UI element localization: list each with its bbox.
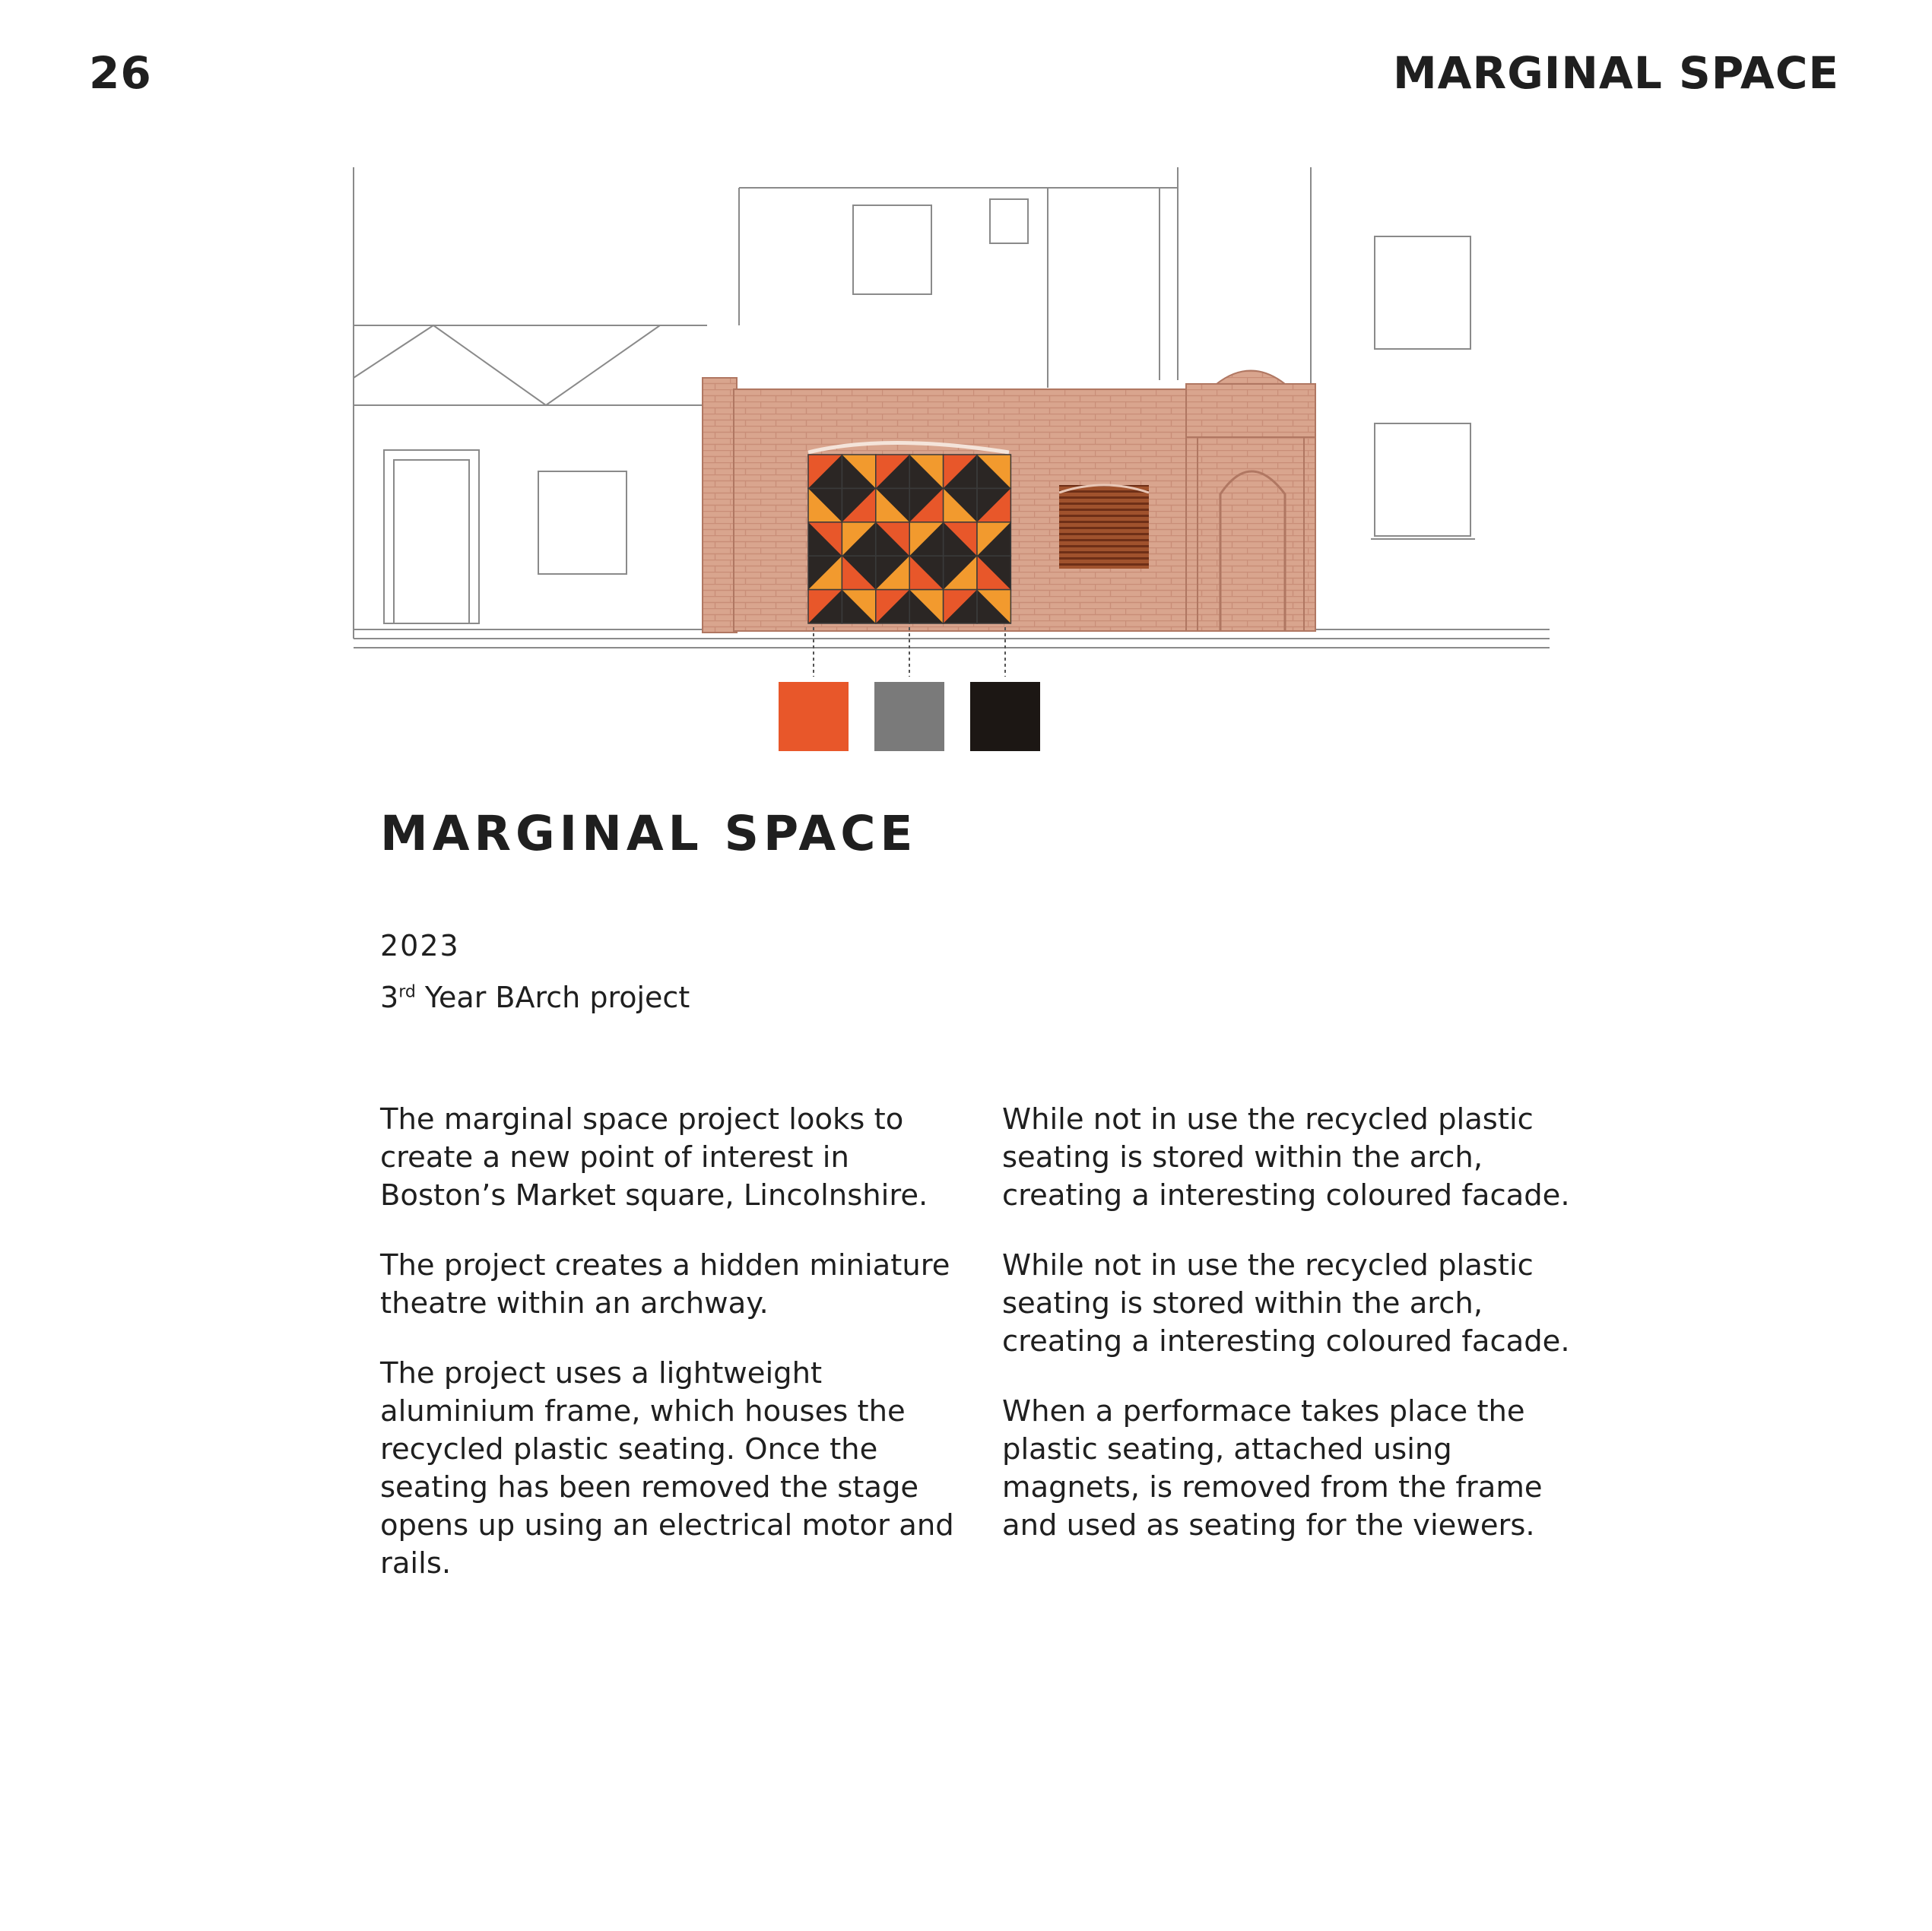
upper-window-large <box>853 205 931 294</box>
page-number: 26 <box>89 47 152 99</box>
left-window <box>538 471 627 574</box>
swatch-leaders <box>814 627 1005 677</box>
right-window-lower <box>1375 423 1470 536</box>
project-type-text: Year BArch project <box>415 981 690 1014</box>
left-door <box>384 450 479 623</box>
paragraph: The project creates a hidden miniature theatre within an archway. <box>380 1248 950 1321</box>
louvred-window <box>1059 485 1149 569</box>
text-column-right <box>1002 1101 1580 1577</box>
right-window-upper <box>1375 236 1470 349</box>
swatch-orange <box>779 682 849 751</box>
paragraph: The marginal space project looks to create a new point of interest in Boston’s Market square, Lincolnshire. <box>380 1102 928 1213</box>
paragraph: When a performace takes place the plastic seating, attached using magnets, is removed from the frame and used as seating for the viewers. <box>1002 1394 1543 1543</box>
project-title: MARGINAL SPACE <box>380 806 918 861</box>
paragraph: While not in use the recycled plastic seating is stored within the arch, creating a interesting coloured facade. <box>1002 1102 1570 1213</box>
swatch-black <box>970 682 1040 751</box>
project-type <box>380 981 690 1014</box>
project-year: 2023 <box>380 929 460 962</box>
paragraph: The project uses a lightweight aluminium frame, which houses the recycled plastic seating. Once the seating has been removed the stage opens up using an electrical motor and rails. <box>380 1356 954 1581</box>
project-type-suffix: rd <box>398 982 416 1002</box>
tile-grid <box>808 455 1010 623</box>
paragraph: While not in use the recycled plastic seating is stored within the arch, creating a interesting coloured facade. <box>1002 1248 1570 1359</box>
elevation-drawing <box>0 0 1932 760</box>
text-column-left <box>380 1101 958 1615</box>
swatch-grey <box>874 682 944 751</box>
running-title: MARGINAL SPACE <box>1392 47 1839 99</box>
upper-window-small <box>990 199 1028 243</box>
project-type-number: 3 <box>380 981 399 1014</box>
